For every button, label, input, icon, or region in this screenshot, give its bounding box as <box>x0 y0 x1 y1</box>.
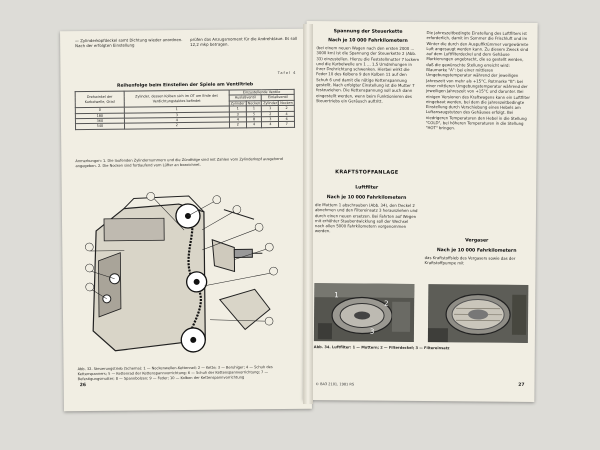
air-filter-photo-right <box>428 284 529 343</box>
table-cell: 2 <box>229 122 246 128</box>
book-gutter <box>303 24 313 404</box>
table-header-sub: Zylinder <box>230 101 245 106</box>
table-cell: 540 <box>75 124 124 130</box>
intro-text-right: prüfen das Anzugsmoment für die Andrehklaue. Es soll 12,2 mkp betragen. <box>190 35 298 48</box>
table-cell: 0 <box>75 107 124 113</box>
section-heading-fuel-system: KRAFTSTOFFANLAGE <box>335 169 399 176</box>
carburetor-text: das Kraftstoffsieb des Vergasers sowie das der Kraftstoffpumpe mit <box>424 255 516 266</box>
interval-heading: Nach je 10 000 Fahrkilometern <box>328 38 408 44</box>
table-cell: 4 <box>262 122 279 128</box>
copyright-note: © ВАЗ 2101, 1981 RS <box>315 382 355 387</box>
table-cell: 5 <box>246 111 262 117</box>
table-label: Tafel 4 <box>277 70 297 76</box>
photo-caption: Abb. 34. Luftfilter: 1 — Muttern; 2 — Filterdeckel; 3 — Filtereinsatz <box>313 345 450 351</box>
table-header-angle: Drehwinkel der Kurbelwelle, Grad <box>75 91 124 108</box>
svg-text:1: 1 <box>334 291 339 300</box>
timing-chain-text: (bei einem neuen Wagen nach den ersten 2000 ... 3000 km) ist die Spannung der Steuerkette 2 (Abb. 33) einzustellen. Hierzu die Feststellmutter 7 lockern und die Kurbelwelle um 1 ... 1,5 Umdrehungen in ihrer Drehrichtung schwenken. Hierbei wirkt die Feder 10 des Kolbens 9 den Kolben 11 auf den Schuh 6 und damit die nötige Kettenspannung gestellt. Nach erfolgter Einstellung ist die Mutter 7 festzuziehen. Die Kettenspannung soll auch dann eingestellt werden, wenn beim Funktionieren des Steuertriebs ein Geräusch auftritt. <box>315 45 420 104</box>
table-cell: 3 <box>229 111 246 117</box>
table-header-cylinder: Zylinder, dessen Kolben sich im OT am Ende des Verdichtungstaktes befindet <box>124 90 229 107</box>
table-header-sub: Zylinder <box>263 100 278 105</box>
table-header-intake: Einlaßventil <box>262 95 295 101</box>
table-cell: 2 <box>262 111 279 117</box>
right-page <box>303 21 537 402</box>
table-cell: 3 <box>262 117 279 123</box>
table-cell: 180 <box>75 113 124 119</box>
table-cell: 4 <box>279 111 295 117</box>
table-cell: 1 <box>246 106 262 112</box>
air-filter-text: die Muttern 1 abschrauben (Abb. 34), den Deckel 2 abnehmen und den Filtereinsatz 3 herausziehen und durch einen neuen ersetzen. Bei Fahrten auf Wegen mit erhöhter Staubentwicklung soll der Wechsel nach allen 5000 Fahrkilometern vorgenommen werden. <box>314 202 418 234</box>
page-number: 27 <box>518 382 525 388</box>
interval-heading: Nach je 10 000 Fahrkilometern <box>436 248 517 254</box>
engine-timing-diagram <box>84 189 291 366</box>
table-cell: 1 <box>124 106 229 113</box>
figure-caption: Abb. 32. Steuerungstrieb (Schema): 1 — Nockenwellen-Kettenrad; 2 — Kette; 3 — Beruhiger; 4 — Schuh des Kettenspanners; 5 — Kettenrad der Kettenspannvorrichtung; 6 — Schuh der Kettenspannvorrichtung; 7 — Befestigungsmutter; 8 — Spannbolzen; 9 — Feder; 10 — Kolben der Kettenspannvorrichtung <box>77 365 273 382</box>
table-cell: 7 <box>279 122 295 128</box>
section-heading-carburetor: Vergaser <box>465 238 489 244</box>
table-cell: 4 <box>124 117 229 124</box>
table-remarks: Anmerkungen: 1. Die laufenden Zylindernummern und die Zündfolge sind mit Zahlen vom Zylinderkopf ausgehend angegeben. 2. Die Nocken sind fortlaufend vom Lüfter an bezeichnet. <box>75 156 283 169</box>
table-header-sub: Nocken <box>280 100 293 105</box>
interval-heading: Nach je 10 000 Fahrkilometern <box>326 195 407 201</box>
table-cell: 2 <box>124 122 229 129</box>
intro-text-left: — Zylinderkopfdeckel samt Dichtung wieder anordnen. Nach der erfolgten Einstellung <box>75 37 183 49</box>
table-cell: 3 <box>124 112 229 119</box>
svg-text:2: 2 <box>384 299 389 308</box>
table-cell: 360 <box>75 118 124 124</box>
table-header-sub: Nocken <box>247 101 261 106</box>
table-cell: 6 <box>279 116 295 122</box>
page-number: 26 <box>79 383 87 389</box>
table-cell: 1 <box>262 106 279 112</box>
svg-text:3: 3 <box>369 327 375 336</box>
air-filter-season-text: Die jahreszeitbedingte Einstellung des Luftfilters ist erforderlich, damit im Sommer die Frischluft und im Winter die durch den Auspuffkrümmer vorgewärmte Luft angesaugt werden kann. Zu diesem Zweck sind auf dem Luftfilterdeckel und dem Gehäuse Markierungen angebracht, die so gestellt werden, daß die gewünschte Stellung erreicht wird: Blaumarke "A": bei einer mittleren Umgebungstemperatur während der jeweiligen Jahreszeit von mehr als +15°C. Rotmarke "B": bei einer mittleren Umgebungstemperatur während der jeweiligen Jahreszeit von +15°C und darunter. Bei einigen Versionen des Kraftwagens kann ein Luftfilter eingebaut werden, bei dem die jahreszeitbedingte Einstellung durch Verschiebung eines Hebels am Luftansaugstutzen des Gehäuses erfolgt. Bei niedrigeren Temperaturen den Hebel in die Stellung "COLD", bei höheren Temperaturen in die Stellung "HOT" bringen. <box>425 30 531 131</box>
table-header-exhaust: Auslaßventil <box>229 95 262 101</box>
table-cell: 8 <box>246 117 262 123</box>
section-heading-air-filter: Luftfilter <box>355 185 379 191</box>
table-header-valves: Einzustellende Ventile <box>229 89 294 95</box>
table-cell: 4 <box>229 117 246 123</box>
table-cell: 1 <box>229 106 246 112</box>
table-cell: 4 <box>246 122 262 128</box>
valve-clearance-table <box>75 89 295 130</box>
table-title: Reihenfolge beim Einstellen der Spiele am Ventiltrieb <box>117 82 254 89</box>
section-heading-timing-chain: Spannung der Steuerkette <box>333 29 403 35</box>
air-filter-photo-left <box>314 283 415 342</box>
left-page <box>60 29 312 412</box>
table-cell: 2 <box>279 106 295 112</box>
table-row <box>75 122 294 130</box>
